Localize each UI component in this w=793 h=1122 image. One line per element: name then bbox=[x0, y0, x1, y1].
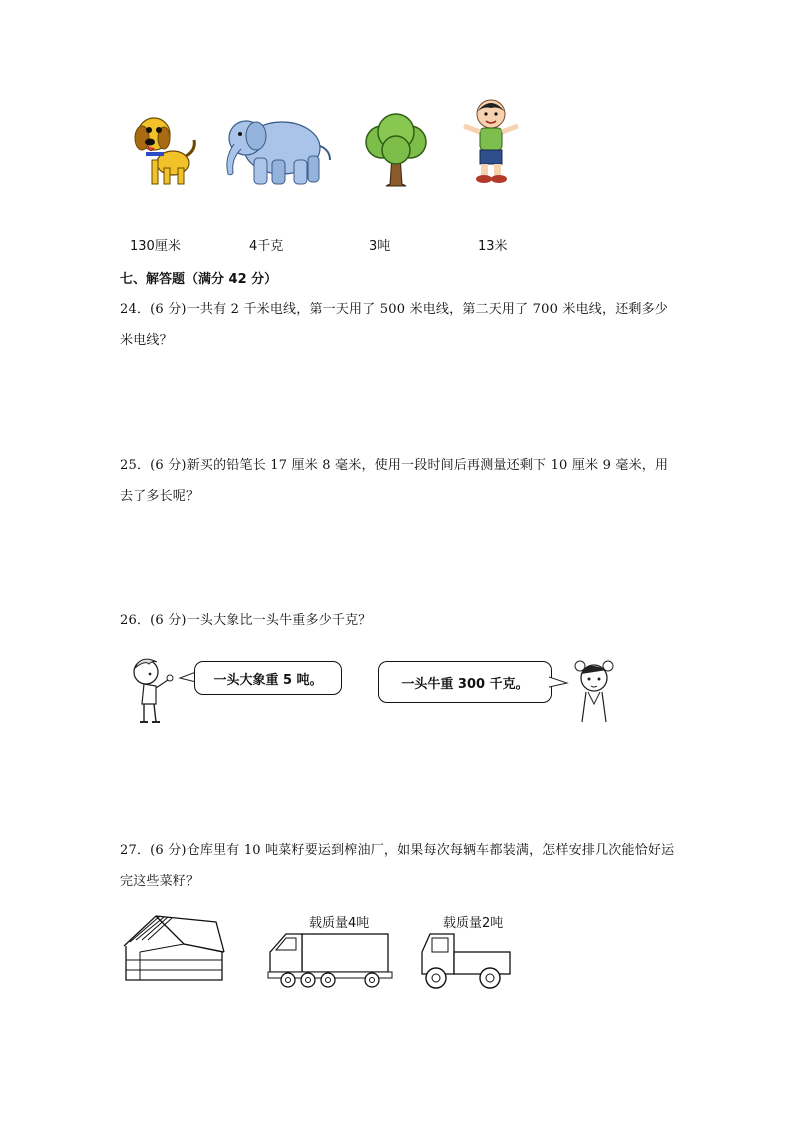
small-truck-capacity: 载质量2吨 bbox=[443, 916, 504, 931]
speech-bubble-cow: 一头牛重 300 千克。 bbox=[378, 661, 552, 703]
q26-score: (6 分) bbox=[150, 613, 187, 628]
label-3t: 3吨 bbox=[369, 239, 391, 254]
q27-score: (6 分) bbox=[150, 843, 187, 858]
small-truck-picture bbox=[418, 930, 514, 992]
speech-bubble-elephant: 一头大象重 5 吨。 bbox=[194, 661, 342, 695]
q24-score: (6 分) bbox=[150, 302, 187, 317]
big-truck-capacity: 载质量4吨 bbox=[309, 916, 370, 931]
q27-number: 27． bbox=[120, 843, 151, 858]
q25-score: (6 分) bbox=[150, 458, 187, 473]
cartoon-girl-picture bbox=[570, 656, 620, 726]
q26-number: 26． bbox=[120, 613, 151, 628]
q27-text: 仓库里有 10 吨菜籽要运到榨油厂，如果每次每辆车都装满，怎样安排几次能恰好运完这些菜籽？ bbox=[120, 843, 675, 889]
q24-number: 24． bbox=[120, 302, 151, 317]
cartoon-boy-picture bbox=[126, 654, 180, 726]
question-24 bbox=[120, 294, 680, 356]
question-25 bbox=[120, 450, 680, 512]
dog-picture bbox=[128, 108, 198, 188]
q25-text: 新买的铅笔长 17 厘米 8 毫米，使用一段时间后再测量还剩下 10 厘米 9 毫米，用去了多长呢？ bbox=[120, 458, 669, 504]
section-7-title: 七、解答题（满分 42 分） bbox=[120, 272, 278, 287]
question-27 bbox=[120, 835, 680, 897]
label-13m: 13米 bbox=[478, 239, 508, 254]
label-dog-height: 130厘米 bbox=[130, 239, 181, 254]
label-4kg: 4千克 bbox=[249, 239, 284, 254]
q26-text: 一头大象比一头牛重多少千克？ bbox=[186, 613, 372, 628]
boy-picture bbox=[458, 96, 524, 186]
big-truck-picture bbox=[266, 930, 394, 990]
warehouse-picture bbox=[120, 912, 226, 984]
q24-text: 一共有 2 千米电线，第一天用了 500 米电线，第二天用了 700 米电线，还剩多少米电线？ bbox=[120, 302, 668, 348]
bubble-tail-right bbox=[549, 675, 569, 689]
tree-picture bbox=[360, 112, 432, 188]
elephant-picture bbox=[220, 110, 335, 188]
question-26 bbox=[120, 605, 680, 636]
q25-number: 25． bbox=[120, 458, 151, 473]
